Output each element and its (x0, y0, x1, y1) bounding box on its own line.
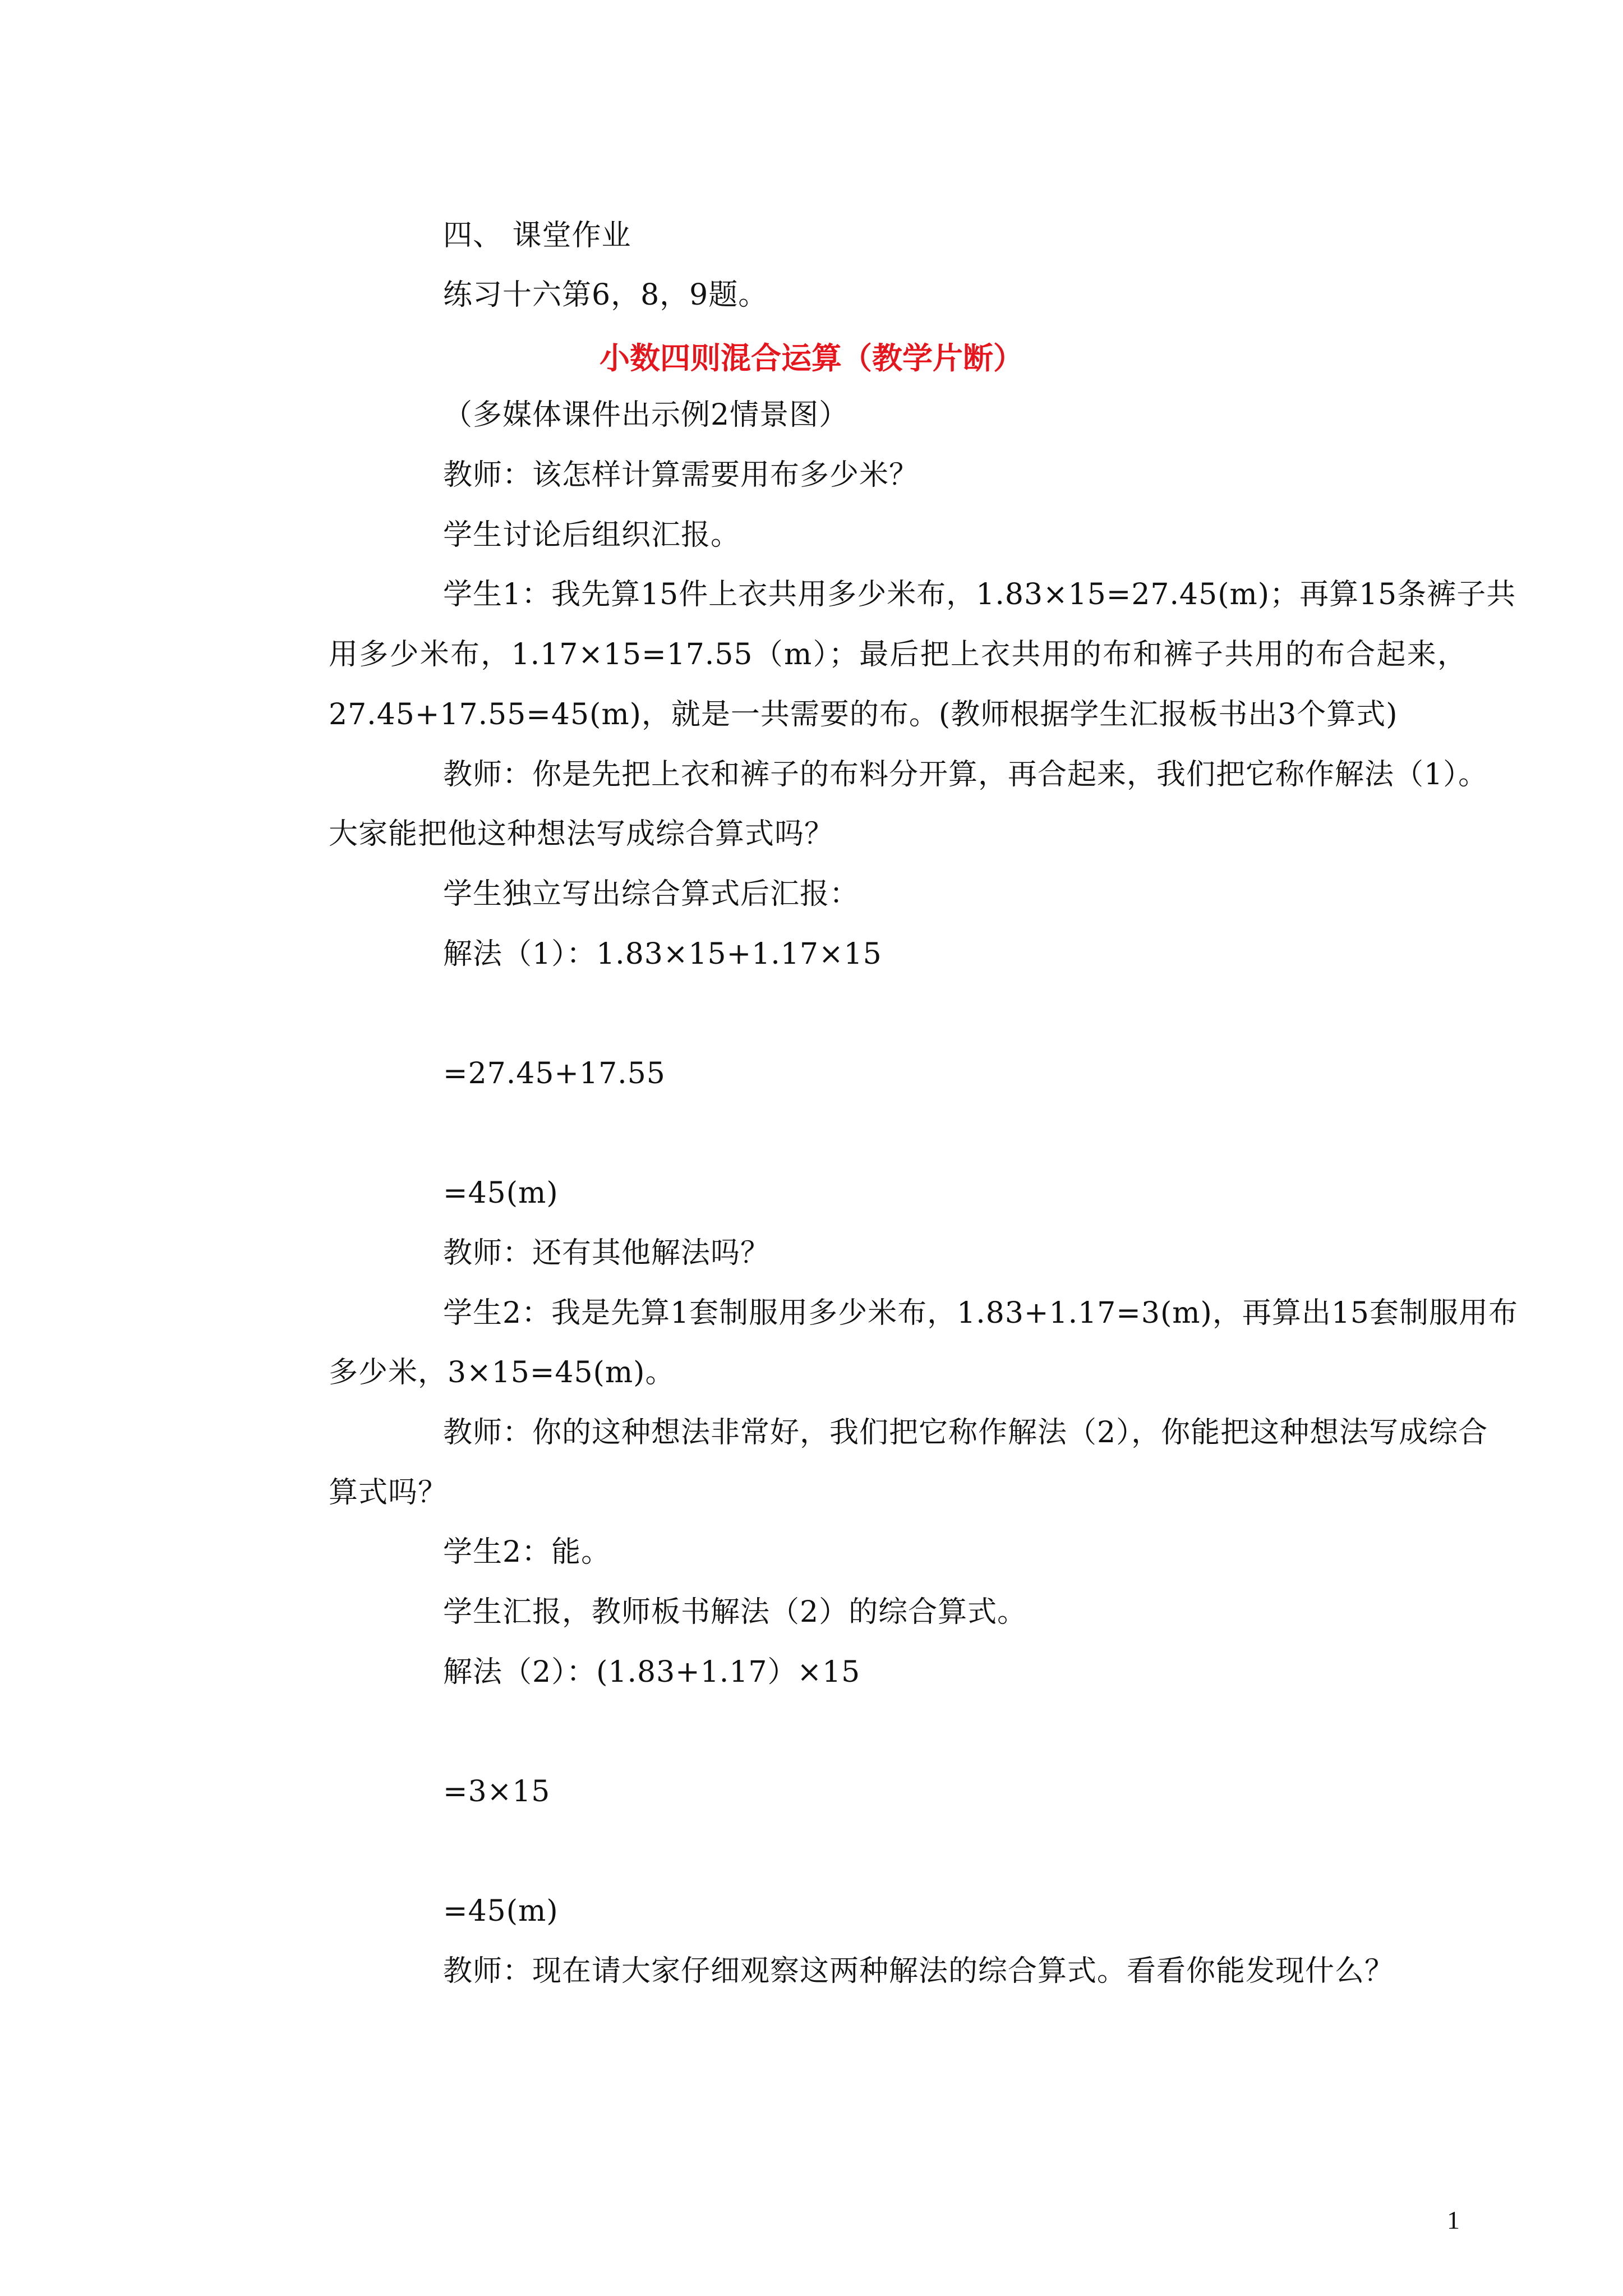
section-heading: 四、 课堂作业 (443, 219, 631, 252)
solution1-step2: =27.45+17.55 (443, 1057, 666, 1091)
solution1-result: =45(m) (443, 1176, 559, 1210)
paragraph-student2-line2: 多少米，3×15=45(m)。 (329, 1356, 675, 1389)
paragraph-teacher-solution1-line2: 大家能把他这种想法写成综合算式吗？ (329, 817, 834, 851)
paragraph-multimedia: （多媒体课件出示例2情景图） (443, 398, 849, 432)
solution2-result: =45(m) (443, 1894, 559, 1928)
paragraph-student1-line1: 学生1：我先算15件上衣共用多少米布，1.83×15=27.45(m)；再算15条裤子共 (443, 578, 1516, 611)
paragraph-teacher-solution2-line2: 算式吗？ (329, 1476, 448, 1510)
paragraph-teacher-solution1-line1: 教师：你是先把上衣和裤子的布料分开算，再合起来，我们把它称作解法（1）。 (443, 758, 1488, 792)
fragment-title: 小数四则混合运算（教学片断） (600, 340, 1023, 376)
paragraph-student1-line2: 用多少米布，1.17×15=17.55（m）；最后把上衣共用的布和裤子共用的布合起来， (329, 638, 1467, 671)
homework-line: 练习十六第6，8，9题。 (443, 278, 768, 312)
paragraph-board-write: 学生汇报，教师板书解法（2）的综合算式。 (443, 1595, 1027, 1629)
paragraph-student2-answer: 学生2：能。 (443, 1535, 611, 1569)
paragraph-observe: 教师：现在请大家仔细观察这两种解法的综合算式。看看你能发现什么？ (443, 1954, 1395, 1988)
solution1-formula: 解法（1）：1.83×15+1.17×15 (443, 937, 882, 971)
paragraph-student2-line1: 学生2：我是先算1套制服用多少米布，1.83+1.17=3(m)，再算出15套制服用布 (443, 1296, 1519, 1330)
solution2-step2: =3×15 (443, 1775, 551, 1809)
paragraph-other-solutions: 教师：还有其他解法吗？ (443, 1236, 771, 1270)
solution2-formula: 解法（2）：(1.83+1.17）×15 (443, 1655, 861, 1689)
paragraph-student1-line3: 27.45+17.55=45(m)，就是一共需要的布。(教师根据学生汇报板书出3个算式) (329, 698, 1398, 731)
paragraph-teacher-question: 教师：该怎样计算需要用布多少米？ (443, 458, 919, 492)
page-number: 1 (1447, 2206, 1460, 2234)
paragraph-teacher-solution2-line1: 教师：你的这种想法非常好，我们把它称作解法（2），你能把这种想法写成综合 (443, 1416, 1488, 1450)
paragraph-discussion: 学生讨论后组织汇报。 (443, 518, 741, 552)
paragraph-independent: 学生独立写出综合算式后汇报： (443, 877, 860, 911)
